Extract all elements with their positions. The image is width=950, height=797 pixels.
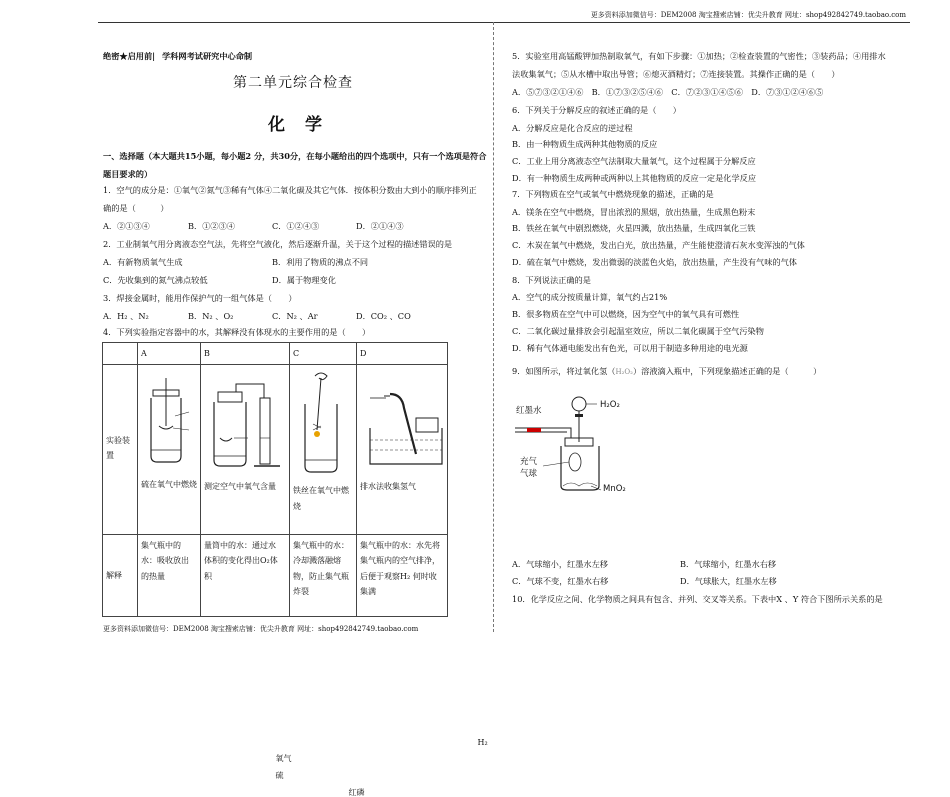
top-promo-note: 更多资料添加微信号：DEM2008 淘宝搜索店铺：优尖升教育 网址：shop492842749.taobao.com (590, 11, 906, 19)
explain-a: 集气瓶中的水：吸收放出的热量 (138, 535, 201, 617)
q1-option-b: B．①②③④ (188, 221, 235, 231)
q1-option-d: D．②①④③ (356, 221, 404, 231)
q8-option-c: C．二氧化碳过量排放会引起温室效应，所以二氧化碳属于空气污染物 (512, 326, 764, 336)
q8-stem: 8．下列说法正确的是 (512, 275, 591, 285)
q9-option-b: B．气球缩小，红墨水右移 (680, 559, 777, 569)
label-red-ink: 红墨水 (516, 406, 542, 416)
explain-b: 量筒中的水：通过水体积的变化得出O₂体积 (201, 535, 290, 617)
water-displacement-icon (360, 368, 444, 468)
label-h2: H₂ (477, 737, 488, 747)
col-header-b: B (201, 343, 290, 365)
secret-label: 绝密★启用前| (103, 51, 156, 61)
col-header-d: D (357, 343, 448, 365)
table-corner (103, 343, 138, 365)
page-title: 第二单元综合检查 (233, 75, 353, 91)
q6-option-d: D．有一种物质生成两种或两种以上其他物质的反应一定是化学反应 (512, 173, 757, 183)
q9-stem-pre: 9．如图所示，将过氧化氢（ (512, 366, 616, 376)
q3-option-d: D．CO₂ 、CO (356, 311, 411, 321)
q8-option-a: A．空气的成分按质量计算，氧气约占21% (512, 292, 668, 302)
q1-stem-cont: 确的是（ ） (103, 203, 169, 213)
cell-apparatus-c (290, 365, 357, 535)
row-label-explain: 解释 (103, 535, 138, 617)
section-heading-cont: 题目要求的） (103, 169, 153, 179)
q7-option-a: A．镁条在空气中燃烧，冒出浓烈的黑烟，放出热量，生成黑色粉末 (512, 207, 756, 217)
q2-option-d: D．属于物理变化 (272, 275, 336, 285)
q9-stem (512, 367, 821, 376)
q5-stem: 5．实验室用高锰酸钾加热制取氧气，有如下步骤：①加热；②检查装置的气密性；③装药品；④用排水 (512, 51, 886, 61)
row-label-apparatus: 实验装置 (103, 365, 138, 535)
bottom-promo-note: 更多资料添加微信号：DEM2008 淘宝搜索店铺：优尖升教育 网址：shop492842749.taobao.com (103, 625, 419, 633)
explain-d: 集气瓶中的水：水先将集气瓶内的空气排净，后便于观察H₂ 何时收集满 (357, 535, 448, 617)
q5-stem-cont: 法收集氧气；⑤从水槽中取出导管；⑥熄灭酒精灯；⑦连接装置。其操作正确的是（ ） (512, 69, 840, 79)
q3-option-c: C．N₂ 、Ar (272, 311, 318, 321)
q1-stem: 1．空气的成分是：①氧气②氮气③稀有气体④二氧化碳及其它气体．按体积分数由大到小的顺序排列正 (103, 185, 477, 195)
q10-stem: 10．化学反应之间、化学物质之间具有包含、并列、交叉等关系。下表中X 、Y 符合下图所示关系的是 (512, 594, 883, 604)
q2-option-c: C．先收集到的氮气沸点较低 (103, 275, 208, 285)
section-heading: 一、选择题（本大题共15小题，每小题2 分，共30分，在每小题给出的四个选项中，只有一个选项是符合 (103, 151, 487, 161)
subject-title: 化学 (268, 115, 342, 135)
org-label: 学科网考试研究中心命制 (162, 51, 253, 61)
q2-option-a: A．有新物质氧气生成 (103, 257, 183, 267)
q3-option-b: B．N₂ 、O₂ (188, 311, 234, 321)
q6-stem: 6．下列关于分解反应的叙述正确的是（ ） (512, 105, 681, 115)
caption-a: 硫在氧气中燃烧 (141, 480, 197, 490)
col-header-a: A (138, 343, 201, 365)
label-phosphorus: 红磷 (348, 787, 365, 797)
q9-stem-post: ）溶液滴入瓶中，下列现象描述正确的是（ ） (632, 366, 822, 376)
q9-option-c: C．气球不变，红墨水右移 (512, 576, 609, 586)
caption-c: 铁丝在氧气中燃烧 (293, 486, 349, 511)
explain-c: 集气瓶中的水：冷却溅落融熔物，防止集气瓶炸裂 (290, 535, 357, 617)
q4-stem: 4．下列实验指定容器中的水，其解释没有体现水的主要作用的是（ ） (103, 327, 371, 337)
q9-option-d: D．气球胀大，红墨水左移 (680, 576, 777, 586)
iron-wire-burning-icon (293, 368, 353, 478)
q9-option-a: A．气球缩小，红墨水左移 (512, 559, 608, 569)
q6-option-c: C．工业上用分离液态空气法制取大量氧气，这个过程属于分解反应 (512, 156, 756, 166)
label-sulfur: 硫 (275, 770, 284, 780)
q7-option-c: C．木炭在氧气中燃烧，发出白光，放出热量，产生能使澄清石灰水变浑浊的气体 (512, 240, 805, 250)
col-header-c: C (290, 343, 357, 365)
header-rule (98, 22, 910, 23)
label-balloon-2: 气球 (520, 469, 538, 479)
q7-stem: 7．下列物质在空气或氧气中燃烧现象的描述，正确的是 (512, 189, 714, 199)
q7-option-d: D．硫在氧气中燃烧，发出微弱的淡蓝色火焰，放出热量，产生没有气味的气体 (512, 257, 797, 267)
label-h2o2: H₂O₂ (600, 400, 620, 410)
q1-option-a: A．②①③④ (103, 221, 150, 231)
label-mno2: MnO₂ (603, 484, 626, 494)
column-divider (493, 22, 494, 632)
label-balloon-1: 充气 (520, 457, 538, 467)
q6-option-b: B．由一种物质生成两种其他物质的反应 (512, 139, 658, 149)
q8-option-b: B．很多物质在空气中可以燃烧，因为空气中的氧气具有可燃性 (512, 309, 740, 319)
q3-stem: 3．焊接金属时，能用作保护气的一组气体是（ ） (103, 293, 297, 303)
q7-option-b: B．铁丝在氧气中剧烈燃烧，火星四溅，放出热量，生成四氧化三铁 (512, 223, 756, 233)
oxygen-measure-icon (204, 368, 286, 472)
sulfur-burning-icon (141, 368, 197, 468)
caption-b: 测定空气中氧气含量 (204, 482, 276, 492)
q5-options: A．⑤⑦③②①④⑥ B．①⑦③②⑤④⑥ C．⑦②③①④⑤⑥ D．⑦③①②④⑥⑤ (512, 87, 824, 97)
q2-stem: 2．工业制氧气用分离液态空气法，先将空气液化，然后逐渐升温，关于这个过程的描述错误的是 (103, 239, 453, 249)
q6-option-a: A．分解反应是化合反应的逆过程 (512, 123, 633, 133)
q2-option-b: B．利用了物质的沸点不同 (272, 257, 369, 267)
q1-option-c: C．①②④③ (272, 221, 320, 231)
q9-formula: H₂O₂ (615, 368, 633, 376)
caption-d: 排水法收集氢气 (360, 482, 416, 492)
q8-option-d: D．稀有气体通电能发出有色光，可以用于制造多种用途的电光源 (512, 343, 748, 353)
q3-option-a: A．H₂ 、N₂ (103, 311, 149, 321)
label-oxygen: 氧气 (275, 753, 292, 763)
